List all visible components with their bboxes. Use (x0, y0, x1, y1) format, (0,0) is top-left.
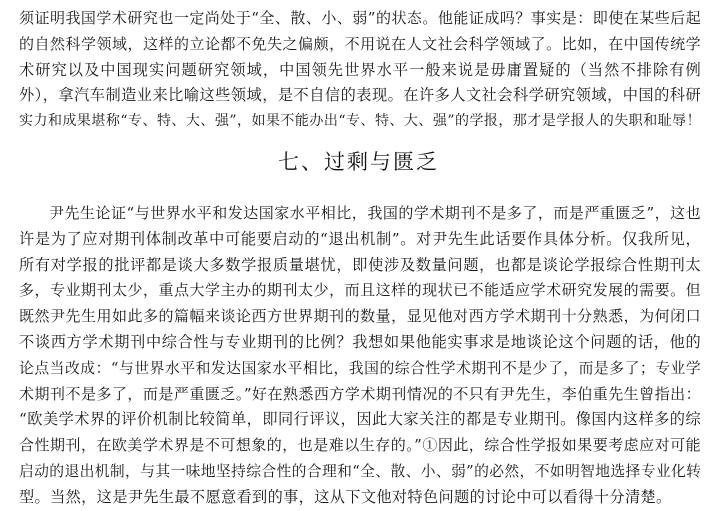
section-heading: 七、过剩与匮乏 (278, 150, 439, 174)
paragraph-line: 合性期刊，在欧美学术界是不可想象的，也是难以生存的。”①因此，综合性学报如果要考虑应对可能 (19, 436, 701, 455)
paragraph-line: 许是为了应对期刊体制改革中可能要启动的“退出机制”。对尹先生此话要作具体分析。仅我所见， (19, 229, 701, 248)
paragraph-line: 论点当改成：“与世界水平和发达国家水平相比，我国的综合性学术期刊不是少了，而是多了；专业学 (19, 359, 701, 377)
paragraph-2 (19, 201, 701, 511)
paragraph-line: 多，专业期刊太少，重点大学主办的期刊太少，而且这样的现状已不能适应学术研究发展的需要。但 (19, 281, 701, 300)
paragraph-line: “欧美学术界的评价机制比较简单，即同行评议，因此大家关注的都是专业期刊。像国内这样多的综 (19, 410, 701, 429)
paragraph-line: 启动的退出机制，与其一味地坚持综合性的合理和“全、散、小、弱”的必然，不如明智地选择专业化转 (19, 462, 702, 480)
paragraph-line: 不谈西方学术期刊中综合性与专业期刊的比例？我想如果他能实事求是地谈论这个问题的话，他的 (19, 332, 701, 351)
paragraph-line: 尹先生论证“与世界水平和发达国家水平相比，我国的学术期刊不是多了，而是严重匮乏”，这也 (49, 204, 701, 222)
paragraph-line: 术研究以及中国现实问题研究领域，中国领先世界水平一般来说是毋庸置疑的（当然不排除有例 (19, 60, 701, 79)
paragraph-line: 须证明我国学术研究也一定尚处于“全、散、小、弱”的状态。他能证成吗？事实是：即使在某些后起 (19, 9, 701, 27)
paragraph-line: 术期刊不是多了，而是严重匮乏。”好在熟悉西方学术期刊情况的不只有尹先生，李伯重先生曾指出： (19, 384, 701, 403)
paragraph-line: 既然尹先生用如此多的篇幅来谈论西方世界期刊的数量，显见他对西方学术期刊十分熟悉，为何闭口 (19, 307, 701, 326)
paragraph-1 (19, 6, 701, 135)
paragraph-line: 实力和成果堪称“专、特、大、强”，如果不能办出“专、特、大、强”的学报，那才是学报人的失职和耻辱！ (19, 113, 701, 130)
paragraph-line: 外），拿汽车制造业来比喻这些领域，是不自信的表现。在许多人文社会科学研究领域，中国的科研 (19, 86, 701, 105)
paragraph-line: 的自然科学领域，这样的立论都不免失之偏颇，不用说在人文社会科学领域了。比如，在中国传统学 (19, 34, 701, 53)
paragraph-line: 型。当然，这是尹先生最不愿意看到的事，这从下文他对特色问题的讨论中可以看得十分清楚。 (19, 487, 672, 506)
paragraph-line: 所有对学报的批评都是谈大多数学报质量堪忧，即使涉及数量问题，也都是谈论学报综合性期刊太 (19, 255, 701, 274)
